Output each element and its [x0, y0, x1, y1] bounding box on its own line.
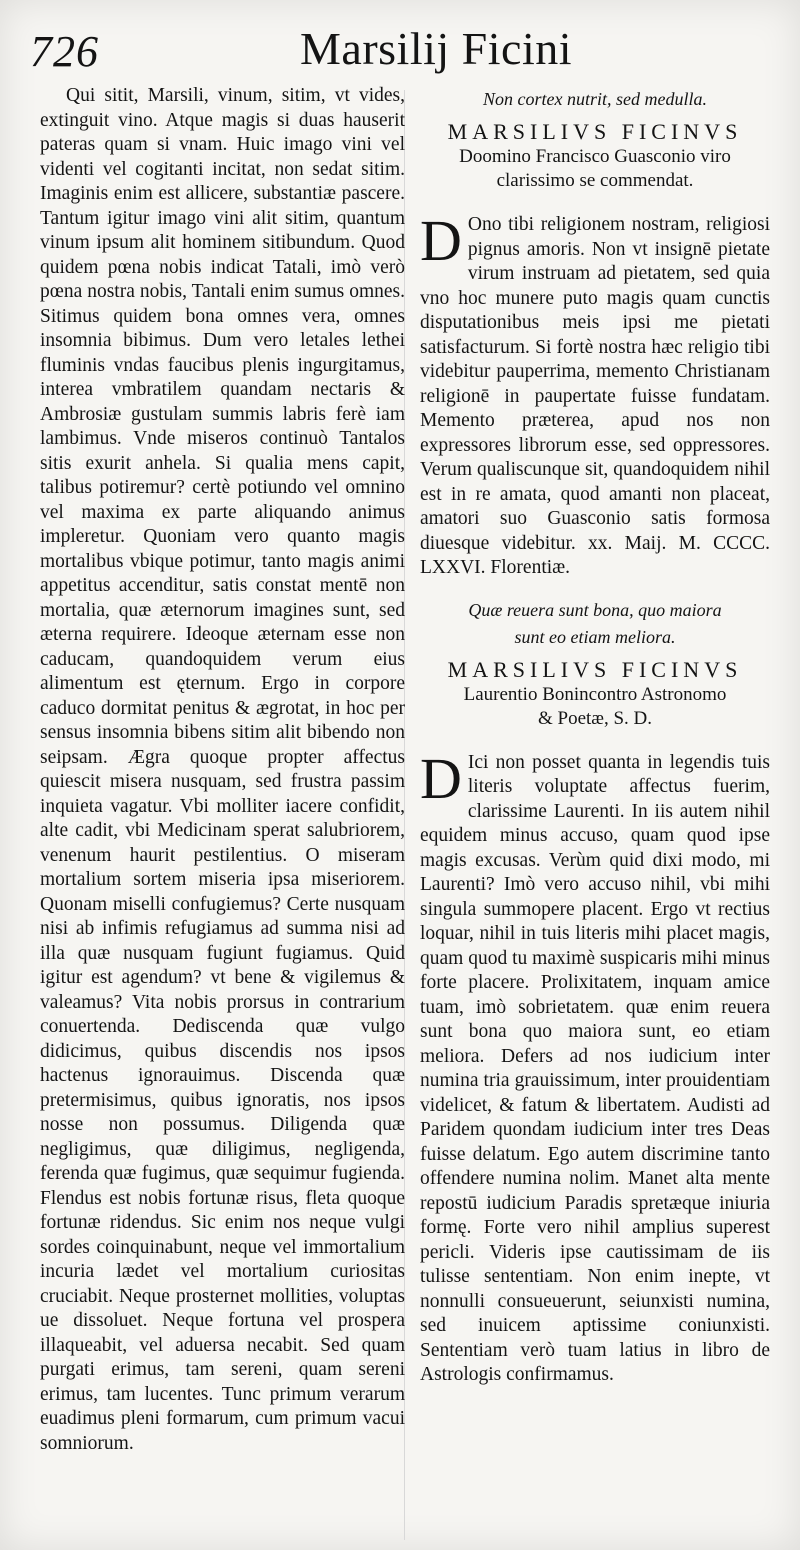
letter2-body — [420, 745, 770, 1388]
right-column — [420, 84, 770, 1388]
letter1-dedication-line1: Doomino Francisco Guasconio viro — [459, 146, 731, 167]
left-column — [40, 84, 405, 1456]
letter1-body — [420, 208, 770, 581]
letter2-dedication-line2: & Poetæ, S. D. — [537, 707, 653, 729]
letter1-text: Ono tibi religionem nostram, religiosi pignus amoris. Non vt insignē pietate virum instruam ad pietatem, sed quia vno hoc munere puto magis quam cunctis disputationibus meis ipsi me pietati satisfacturum. Si fortè nostra hæc religio tibi videbitur pauperrima, memento Christianam religionē in paupertate fuisse fundatam. Memento præterea, apud nos non expressores librorum esse, sed oppressores. Verum qualiscunque sit, quandoquidem nihil est in re amata, quod amanti non placeat, amatori suo Guasconio satis formosa diuesque videbitur. xx. Maij. M. CCCC. LXXVI. Florentiæ. — [420, 214, 770, 578]
spacer — [420, 581, 770, 595]
letter2-dropcap: D — [420, 745, 462, 811]
letter1-dedication-line2: clarissimo se commendat. — [496, 170, 694, 191]
running-title: Marsilij Ficini — [300, 23, 572, 74]
letter1-heading: MARSILIVS FICINVS — [447, 119, 743, 144]
letter2-dedication-line1: Laurentio Bonincontro Astronomo — [463, 683, 727, 705]
left-paragraph: Qui sitit, Marsili, vinum, sitim, vt vides, extinguit vino. Atque magis si duas hauserit pateras quam si vnam. Huic imago vini vel videnti vel cogitanti incitat, non sedat sitim. Imaginis enim est allicere, substantiæ pascere. Tantum igitur imago vini alit sitim, quantum vinum ipsum alit hominem sitibundum. Quod quidem pœna nobis indicat Tatali, imò verò pœna nostra nobis, Tantali enim sumus omnes. Sitimus quidem bona omnes vera, omnes insomnia bibimus. Dum vero letales lethei fluminis vndas faucibus plenis ingurgitamus, interea vmbratilem quandam nectaris & Ambrosiæ gustulam summis labris ferè iam lambimus. Vnde miseros continuò Tantalos sitis exurit anhela. Si qualia mens capit, talibus potiremur? certè potiundo vel omnino vel maxima ex parte aliquando animus impleretur. Quoniam vero quanto magis mortalibus vbique potimur, tanto magis animi appetitus accenditur, satis constat mentē non mortalia, quæ æternorum imagines sunt, sed æterna requirere. Ideoque æternam esse non caducam, quandoquidem verum eius alimentum est ęternum. Ergo in corpore caduco dormitat penitus & ægrotat, in hoc per sensus insomnia bibens sitim alit bibendo non seipsam. Ægra quoque propter affectus quiescit misera nusquam, sed frustra passim inquieta vagatur. Vbi molliter iacere confidit, alte cadit, vbi Medicinam sperat salubriorem, venenum haurit pestilentius. O miseram mortalium sortem miseria ipsa miseriorem. Quonam miselli confugiemus? Certe nusquam nisi ab infimis refugiamus ad summa nisi ad illa quæ nusquam fugiunt fugiamus. Quid igitur est agendum? vt bene & vigilemus & valeamus? Vita nobis prorsus in contrarium conuertenda. Dediscenda quæ vulgo didicimus, quibus discendis nos ipsos hactenus ignorauimus. Discenda quæ pretermisimus, quibus ignoratis, nos ipsos nosse non possumus. Diligenda quæ negligimus, quæ diligimus, negligenda, ferenda quæ fugimus, quæ sequimur fugienda. Flendus est nobis fortunæ risus, fleta quoque fortunæ ridendus. Sic enim nos neque vulgi sordes coinquinabunt, neque vel immortalium incuria lædet vel mortalium curiositas cruciabit. Neque prosternet mollities, voluptas ue dissoluet. Neque fortuna vel prospera illaqueabit, vel aduersa necabit. Sed quam purgati erimus, tam sereni, quam sereni erimus, tam lucentes. Tunc primum verarum euadimus pleni formarum, cum primum vacui somniorum. — [40, 85, 405, 1454]
page-number: 726 — [30, 27, 99, 76]
letter1-dropcap: D — [420, 208, 462, 273]
letter2-text: Ici non posset quanta in legendis tuis literis voluptate affectus fuerim, clarissime Laurenti. In iis autem nihil equidem minus accuso, quam quod ipse magis excusas. Verùm quid dixi modo, mi Laurenti? Imò vero accuso nihil, vbi mihi singula summopere placent. Ergo vt rectius loquar, nihil in tuis literis mihi placet magis, quam quod tu maximè suspicaris mihi minus forte placere. Prolixitatem, inquam amice tuam, imò sobrietatem. quæ enim reuera sunt bona quo maiora sunt, eo etiam meliora. Defers ad nos iudicium inter numina tria grauissimum, inter prouidentiam videlicet, & fatum & libertatem. Audisti ad Paridem quondam iudicium inter tres Deas fuisse delatum. Ego autem discrimine tanto offendere numina nolim. Manet alta mente repostū iudicium Paradis spretæque iniuria formę. Forte vero nihil amplius superest pericli. Videris ipse cautissimam de iis tulisse sententiam. Non enim inepte, vt nonnulli consueuerunt, seiunxisti numina, sed inuicem aptissime coniunxisti. Sententiam verò tuam latius in libro de Astrologis confirmamus. — [420, 751, 770, 1385]
motto-middle-line2: sunt eo etiam meliora. — [514, 626, 676, 647]
motto-top: Non cortex nutrit, sed medulla. — [483, 89, 707, 109]
motto-middle-line1: Quæ reuera sunt bona, quo maiora — [468, 599, 722, 620]
letter2-heading: MARSILIVS FICINVS — [447, 656, 743, 682]
